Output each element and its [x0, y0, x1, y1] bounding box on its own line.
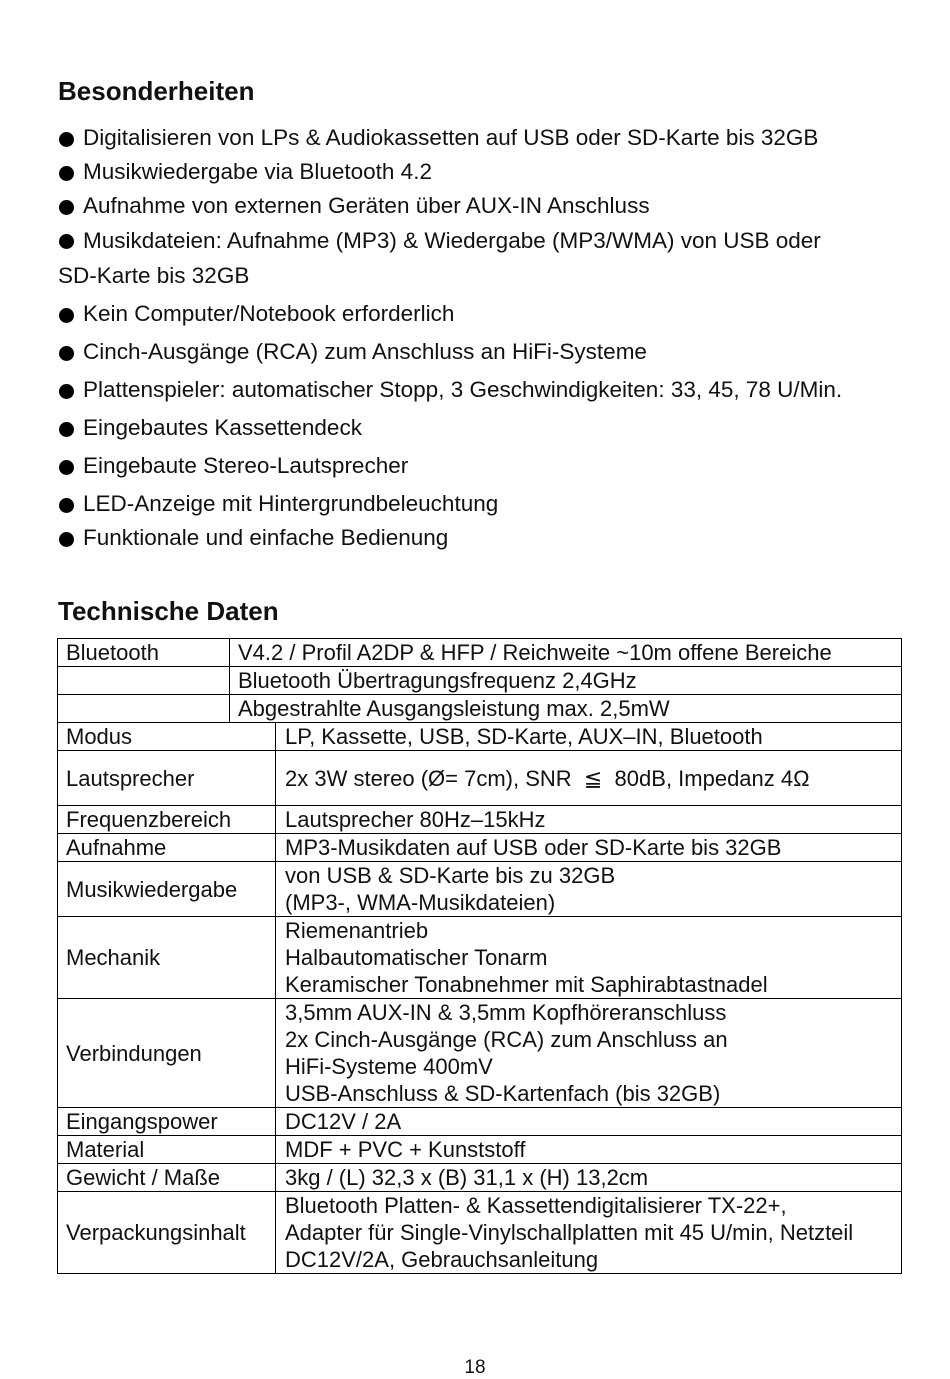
- features-list: [58, 121, 896, 555]
- spec-value: Riemenantrieb Halbautomatischer Tonarm Keramischer Tonabnehmer mit Saphirabtastnadel: [276, 917, 902, 999]
- bullet-icon: [59, 384, 74, 399]
- table-row: [58, 723, 902, 751]
- table-row: [58, 751, 902, 806]
- specs-heading: Technische Daten: [58, 596, 279, 626]
- spec-value: Bluetooth Übertragungsfrequenz 2,4GHz: [230, 667, 902, 695]
- spec-label: Bluetooth: [58, 639, 230, 667]
- features-heading: Besonderheiten: [58, 76, 255, 106]
- spec-label: Frequenzbereich: [58, 806, 276, 834]
- spec-label: Verpackungsinhalt: [58, 1192, 276, 1274]
- bullet-icon: [59, 308, 74, 323]
- table-row: [58, 667, 902, 695]
- table-row: [58, 1136, 902, 1164]
- feature-item: Eingebaute Stereo-Lautsprecher: [58, 449, 896, 483]
- spec-label: Verbindungen: [58, 999, 276, 1108]
- spec-value: 2x 3W stereo (Ø= 7cm), SNR ≦ 80dB, Impedanz 4Ω: [276, 751, 902, 806]
- spec-label-empty: [58, 695, 230, 723]
- feature-item: Plattenspieler: automatischer Stopp, 3 Geschwindigkeiten: 33, 45, 78 U/Min.: [58, 373, 896, 407]
- table-row: [58, 806, 902, 834]
- spec-value: Lautsprecher 80Hz–15kHz: [276, 806, 902, 834]
- bullet-icon: [59, 498, 74, 513]
- table-row: [58, 639, 902, 667]
- bullet-icon: [59, 200, 74, 215]
- feature-item: Funktionale und einfache Bedienung: [58, 521, 896, 555]
- bullet-icon: [59, 346, 74, 361]
- page-number: 18: [464, 1357, 486, 1378]
- bullet-icon: [59, 460, 74, 475]
- feature-item: LED-Anzeige mit Hintergrundbeleuchtung: [58, 487, 896, 521]
- spec-label: Eingangspower: [58, 1108, 276, 1136]
- table-row: [58, 917, 902, 999]
- specs-table: [57, 638, 902, 1274]
- spec-label: Material: [58, 1136, 276, 1164]
- spec-label: Mechanik: [58, 917, 276, 999]
- bullet-icon: [59, 132, 74, 147]
- table-row: [58, 862, 902, 917]
- spec-label: Gewicht / Maße: [58, 1164, 276, 1192]
- table-row: [58, 1192, 902, 1274]
- feature-item: Digitalisieren von LPs & Audiokassetten auf USB oder SD-Karte bis 32GB: [58, 121, 896, 155]
- spec-value: von USB & SD-Karte bis zu 32GB (MP3-, WMA-Musikdateien): [276, 862, 902, 917]
- table-row: [58, 999, 902, 1108]
- spec-label: Modus: [58, 723, 276, 751]
- table-row: [58, 1108, 902, 1136]
- bullet-icon: [59, 234, 74, 249]
- table-row: [58, 1164, 902, 1192]
- feature-item: Cinch-Ausgänge (RCA) zum Anschluss an HiFi-Systeme: [58, 335, 896, 369]
- bullet-icon: [59, 532, 74, 547]
- spec-label: Aufnahme: [58, 834, 276, 862]
- spec-value: DC12V / 2A: [276, 1108, 902, 1136]
- spec-value: V4.2 / Profil A2DP & HFP / Reichweite ~10m offene Bereiche: [230, 639, 902, 667]
- spec-value: MDF + PVC + Kunststoff: [276, 1136, 902, 1164]
- feature-item: Aufnahme von externen Geräten über AUX-IN Anschluss: [58, 189, 896, 223]
- bullet-icon: [59, 166, 74, 181]
- feature-item: Musikdateien: Aufnahme (MP3) & Wiedergabe (MP3/WMA) von USB oder SD-Karte bis 32GB: [58, 228, 821, 288]
- spec-value: 3kg / (L) 32,3 x (B) 31,1 x (H) 13,2cm: [276, 1164, 902, 1192]
- feature-item: Kein Computer/Notebook erforderlich: [58, 297, 896, 331]
- spec-label: Lautsprecher: [58, 751, 276, 806]
- table-row: [58, 695, 902, 723]
- spec-value: MP3-Musikdaten auf USB oder SD-Karte bis 32GB: [276, 834, 902, 862]
- spec-label-empty: [58, 667, 230, 695]
- spec-value: Abgestrahlte Ausgangsleistung max. 2,5mW: [230, 695, 902, 723]
- spec-label: Musikwiedergabe: [58, 862, 276, 917]
- feature-item: Musikwiedergabe via Bluetooth 4.2: [58, 155, 896, 189]
- feature-item: Eingebautes Kassettendeck: [58, 411, 896, 445]
- table-row: [58, 834, 902, 862]
- spec-value: Bluetooth Platten- & Kassettendigitalisierer TX-22+, Adapter für Single-Vinylschallplatten mit 45 U/min, Netzteil DC12V/2A, Gebrauchsanleitung: [276, 1192, 902, 1274]
- spec-value: 3,5mm AUX-IN & 3,5mm Kopfhöreranschluss 2x Cinch-Ausgänge (RCA) zum Anschluss an HiFi-Systeme 400mV USB-Anschluss & SD-Kartenfach (bis 32GB): [276, 999, 902, 1108]
- bullet-icon: [59, 422, 74, 437]
- spec-value: LP, Kassette, USB, SD-Karte, AUX–IN, Bluetooth: [276, 723, 902, 751]
